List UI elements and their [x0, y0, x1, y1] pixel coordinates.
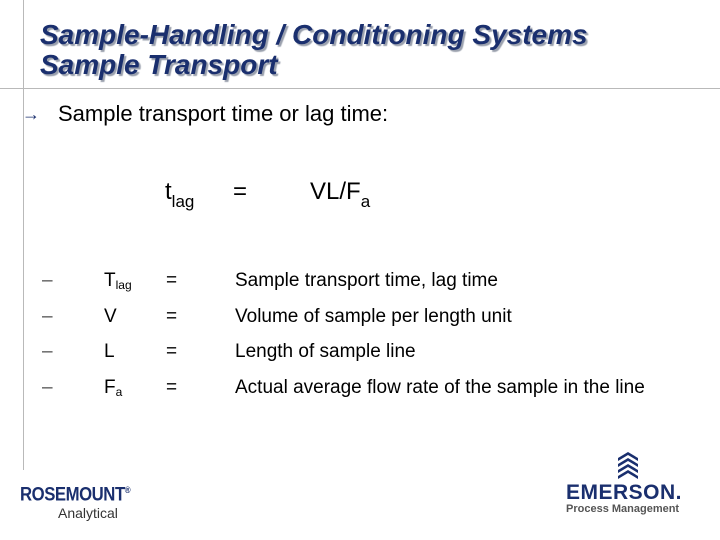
symbol-main: F: [104, 376, 116, 398]
emerson-sub: Process Management: [566, 503, 680, 515]
definition-equals: =: [166, 376, 178, 398]
vertical-rule: [23, 0, 24, 470]
horizontal-rule: [0, 88, 720, 89]
formula-rhs-main: VL/F: [310, 178, 361, 205]
definition-row: [40, 341, 645, 377]
definition-row: [40, 270, 645, 306]
bullet-item: [22, 102, 388, 126]
slide-title-line-2: Sample Transport: [40, 49, 278, 80]
definition-equals: =: [166, 270, 178, 291]
registered-mark: ®: [124, 485, 131, 495]
arrow-icon: →: [22, 103, 40, 124]
formula-rhs: [310, 178, 370, 218]
definition-text: Volume of sample per length unit: [235, 305, 512, 327]
symbol-main: L: [104, 341, 115, 362]
dash-marker: –: [42, 305, 53, 327]
definition-row: [40, 377, 645, 413]
rosemount-logo: [20, 480, 145, 521]
symbol-main: V: [104, 305, 117, 327]
slide-title: [40, 20, 588, 80]
formula-lhs-symbol: t: [165, 178, 172, 205]
emerson-icon: [614, 448, 642, 482]
definition-text: Sample transport time, lag time: [235, 270, 498, 291]
rosemount-brand-text: ROSEMOUNT: [20, 484, 125, 506]
symbol-subscript: lag: [115, 278, 132, 292]
definition-row: [40, 306, 645, 342]
rosemount-sub: Analytical: [58, 505, 118, 522]
bullet-text: Sample transport time or lag time:: [58, 101, 389, 126]
rosemount-brand: [20, 480, 130, 505]
dash-marker: –: [42, 270, 53, 291]
definition-text: Length of sample line: [235, 341, 416, 362]
symbol-main: T: [104, 270, 116, 291]
formula-rhs-subscript: a: [360, 192, 371, 211]
definition-symbol: [104, 270, 166, 292]
definition-equals: =: [166, 305, 178, 327]
definition-symbol: [104, 341, 166, 363]
dash-marker: –: [42, 341, 53, 362]
definition-symbol: [104, 306, 166, 328]
formula-lhs: [165, 178, 194, 218]
formula-lhs-subscript: lag: [171, 192, 195, 211]
definition-list: [40, 270, 645, 412]
slide-title-line-1: Sample-Handling / Conditioning Systems: [40, 19, 588, 50]
dash-marker: –: [42, 376, 53, 398]
definition-symbol: [104, 377, 166, 399]
definition-equals: =: [166, 341, 178, 362]
formula-equals: =: [233, 178, 248, 205]
definition-text: Actual average flow rate of the sample in the line: [235, 376, 645, 398]
symbol-subscript: a: [115, 384, 123, 399]
emerson-brand: EMERSON.: [566, 481, 683, 504]
